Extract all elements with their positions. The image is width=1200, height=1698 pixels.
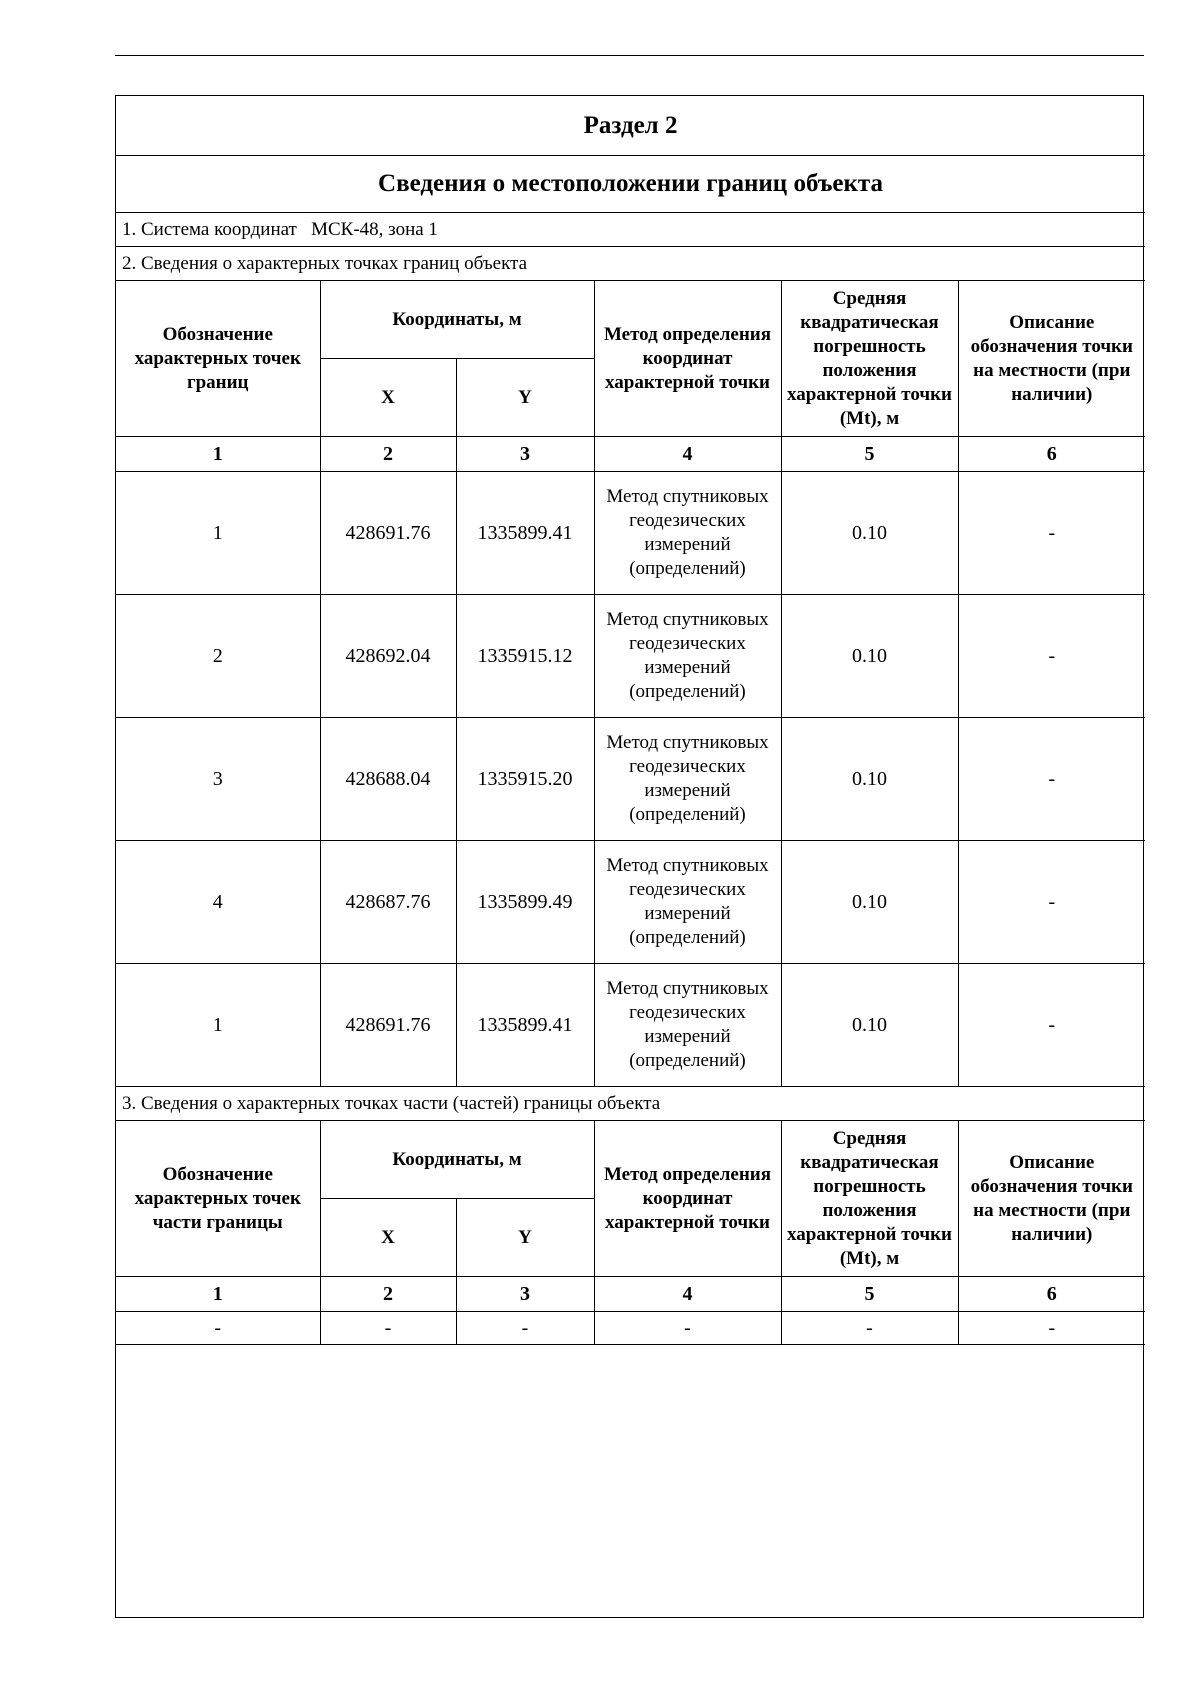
point-id: 1 [116,964,320,1087]
points-block-title: 2. Сведения о характерных точках границ объекта [116,247,1145,281]
coord-x: 428688.04 [320,718,456,841]
col-number: 4 [594,437,781,472]
col-number: 1 [116,437,320,472]
description: - [958,964,1145,1087]
coord-y: 1335915.20 [456,718,594,841]
error: 0.10 [781,841,958,964]
coordinate-system-value: МСК-48, зона 1 [311,218,438,240]
header-error: Средняя квадратическая погрешность положения характерной точки (Mt), м [781,281,958,437]
error: 0.10 [781,595,958,718]
table-row [116,718,1145,841]
col-number: 6 [958,437,1145,472]
header-description: Описание обозначения точки на местности (при наличии) [958,1121,1145,1277]
header-method: Метод определения координат характерной точки [594,281,781,437]
header-y: Y [456,1199,594,1277]
table-row [116,841,1145,964]
table-row [116,964,1145,1087]
method: Метод спутниковых геодезических измерений (определений) [594,841,781,964]
coord-y: 1335915.12 [456,595,594,718]
header-coords: Координаты, м [320,1121,594,1199]
header-x: X [320,359,456,437]
error: 0.10 [781,472,958,595]
coord-y: 1335899.41 [456,472,594,595]
point-id: 1 [116,472,320,595]
coord-x: 428692.04 [320,595,456,718]
point-id: - [116,1312,320,1345]
header-coords: Координаты, м [320,281,594,359]
parts-block-title: 3. Сведения о характерных точках части (частей) границы объекта [116,1087,1145,1121]
coord-y: 1335899.49 [456,841,594,964]
coordinate-system-label: 1. Система координат [122,218,297,240]
method: Метод спутниковых геодезических измерений (определений) [594,964,781,1087]
document-frame [115,95,1144,1618]
col-number: 3 [456,1277,594,1312]
error: - [781,1312,958,1345]
coord-x: - [320,1312,456,1345]
method: Метод спутниковых геодезических измерений (определений) [594,595,781,718]
header-y: Y [456,359,594,437]
col-number: 4 [594,1277,781,1312]
method: - [594,1312,781,1345]
coord-x: 428691.76 [320,472,456,595]
coord-y: 1335899.41 [456,964,594,1087]
header-error: Средняя квадратическая погрешность положения характерной точки (Mt), м [781,1121,958,1277]
error: 0.10 [781,718,958,841]
col-number: 5 [781,437,958,472]
point-id: 4 [116,841,320,964]
top-rule [115,55,1144,56]
coord-y: - [456,1312,594,1345]
description: - [958,472,1145,595]
coordinate-system-row [116,213,1145,247]
col-number: 6 [958,1277,1145,1312]
description: - [958,718,1145,841]
col-number: 1 [116,1277,320,1312]
coord-x: 428691.76 [320,964,456,1087]
header-description: Описание обозначения точки на местности (при наличии) [958,281,1145,437]
point-id: 3 [116,718,320,841]
description: - [958,595,1145,718]
table-row [116,595,1145,718]
col-number: 3 [456,437,594,472]
description: - [958,1312,1145,1345]
table-row [116,472,1145,595]
col-number: 2 [320,1277,456,1312]
col-number: 5 [781,1277,958,1312]
header-method: Метод определения координат характерной точки [594,1121,781,1277]
header-x: X [320,1199,456,1277]
col-number: 2 [320,437,456,472]
header-designation: Обозначение характерных точек части границы [116,1121,320,1277]
method: Метод спутниковых геодезических измерений (определений) [594,472,781,595]
description: - [958,841,1145,964]
error: 0.10 [781,964,958,1087]
boundary-table [116,96,1145,1345]
method: Метод спутниковых геодезических измерений (определений) [594,718,781,841]
section-title: Раздел 2 [116,96,1145,156]
coord-x: 428687.76 [320,841,456,964]
table-row [116,1312,1145,1345]
section-subtitle: Сведения о местоположении границ объекта [116,156,1145,213]
header-designation: Обозначение характерных точек границ [116,281,320,437]
point-id: 2 [116,595,320,718]
